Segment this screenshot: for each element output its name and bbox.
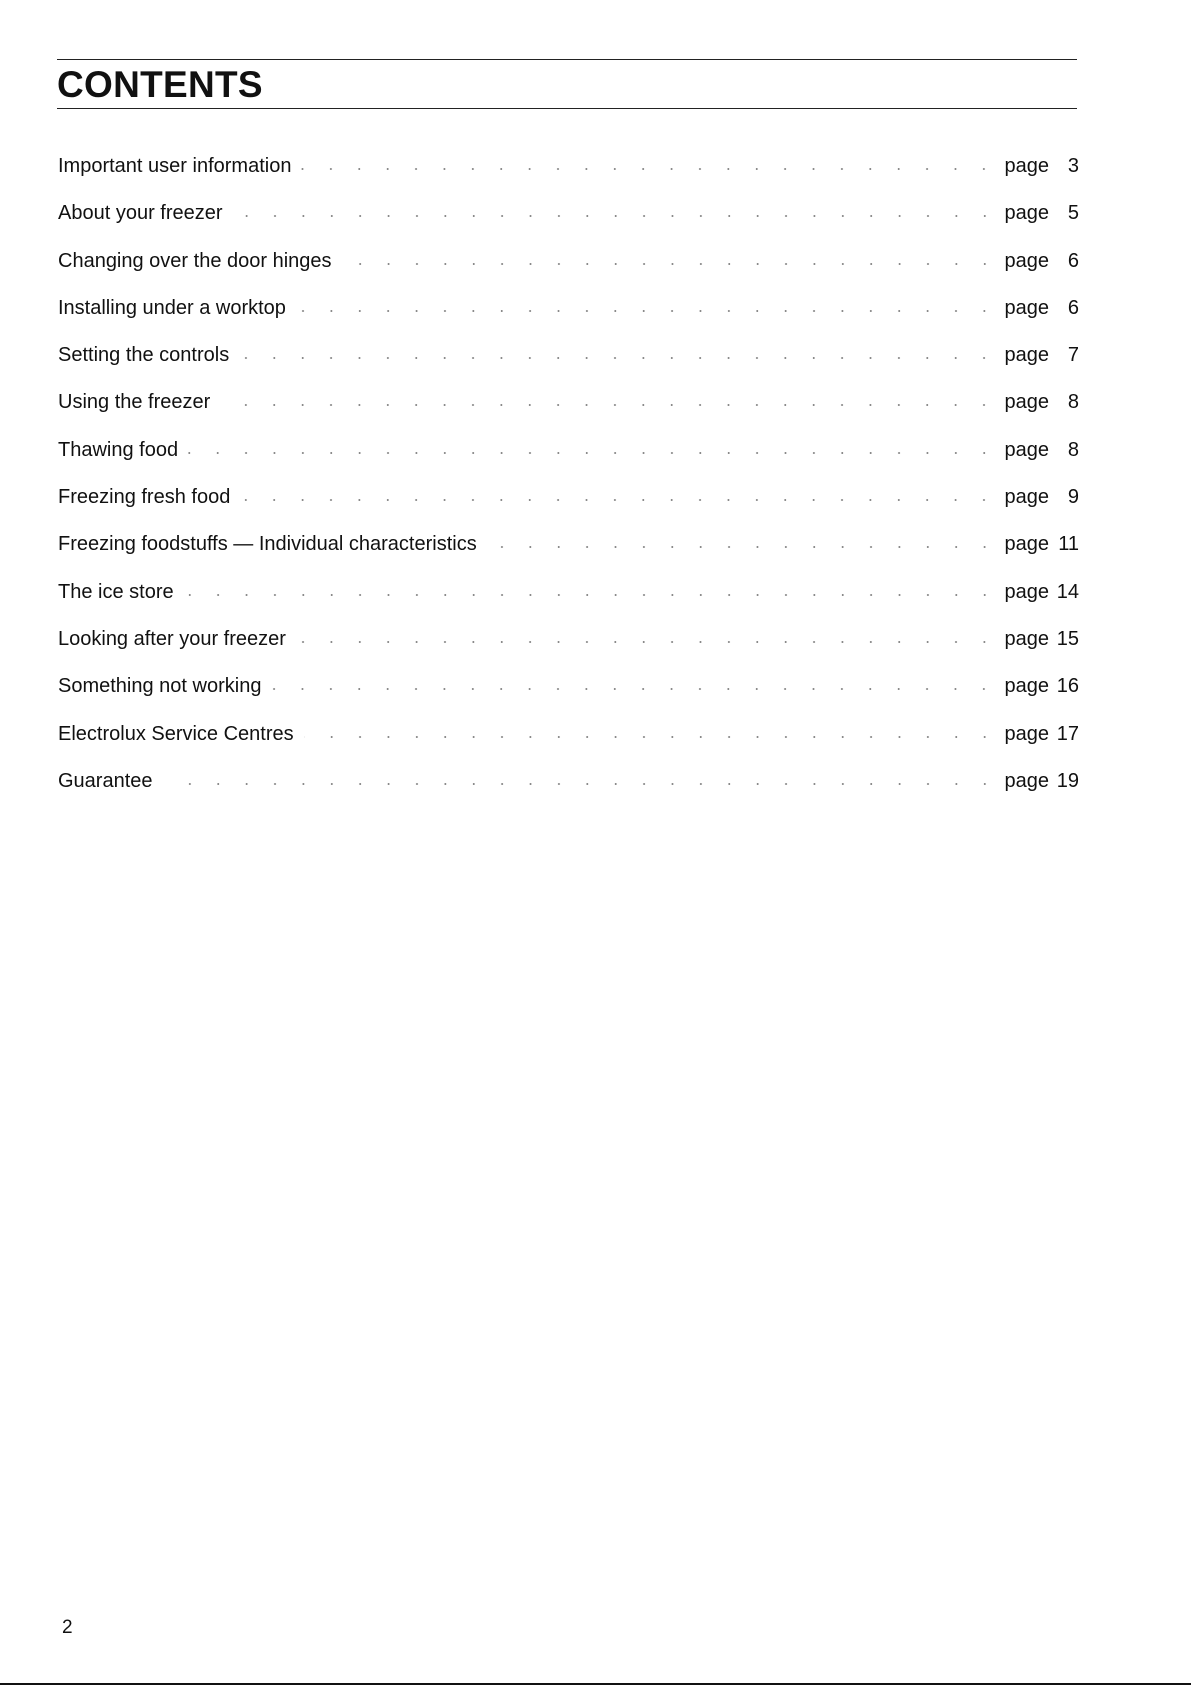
page-ref-number: 15 bbox=[1056, 627, 1079, 650]
toc-entry bbox=[58, 526, 1079, 573]
page-ref-number: 8 bbox=[1067, 391, 1079, 414]
page-label: page bbox=[1004, 580, 1049, 603]
toc-entry bbox=[58, 668, 1079, 715]
toc-entry bbox=[58, 763, 1079, 810]
page-ref-number: 17 bbox=[1056, 722, 1079, 745]
toc-entry bbox=[58, 337, 1079, 384]
dot-leader bbox=[239, 357, 998, 359]
header-rule-bottom bbox=[57, 108, 1077, 109]
toc-entry-title: Setting the controls bbox=[58, 344, 230, 367]
toc-entry-title: Installing under a worktop bbox=[58, 296, 286, 319]
toc-entry-page bbox=[1005, 479, 1080, 515]
dot-leader bbox=[342, 263, 999, 265]
toc-entry-title: Changing over the door hinges bbox=[58, 249, 332, 272]
toc-entry-page bbox=[1005, 574, 1080, 610]
toc-entry bbox=[58, 148, 1079, 195]
dot-leader bbox=[271, 688, 998, 690]
toc-entry-page bbox=[1005, 148, 1080, 184]
toc-entry bbox=[58, 479, 1079, 526]
page-label: page bbox=[1004, 486, 1049, 509]
toc-entry bbox=[58, 574, 1079, 621]
page-label: page bbox=[1004, 722, 1049, 745]
toc-entry-page bbox=[1005, 384, 1080, 420]
page-label: page bbox=[1004, 533, 1049, 556]
page-title: CONTENTS bbox=[57, 64, 263, 105]
page-ref-number: 9 bbox=[1067, 486, 1079, 509]
toc-entry-page bbox=[1005, 668, 1080, 704]
page-ref-number: 6 bbox=[1067, 249, 1079, 272]
page-ref-number: 16 bbox=[1056, 675, 1079, 698]
toc-entry-page bbox=[1005, 337, 1080, 373]
dot-leader bbox=[304, 736, 999, 738]
dot-leader bbox=[301, 168, 998, 170]
page-ref-number: 14 bbox=[1056, 580, 1079, 603]
page-ref-number: 6 bbox=[1067, 296, 1079, 319]
toc-entry-title: Guarantee bbox=[58, 769, 153, 792]
header-rule-top bbox=[57, 59, 1077, 60]
dot-leader bbox=[296, 641, 999, 643]
dot-leader bbox=[296, 310, 999, 312]
toc-entry-title: Freezing fresh food bbox=[58, 486, 231, 509]
toc-entry-title: Important user information bbox=[58, 155, 292, 177]
toc-entry bbox=[58, 195, 1079, 242]
toc-entry bbox=[58, 432, 1079, 479]
page-label: page bbox=[1004, 391, 1049, 414]
page-label: page bbox=[1004, 627, 1049, 650]
page-ref-number: 19 bbox=[1056, 769, 1079, 792]
page-ref-number: 7 bbox=[1067, 344, 1079, 367]
dot-leader bbox=[240, 499, 998, 501]
toc-entry-title: Electrolux Service Centres bbox=[58, 722, 294, 745]
dot-leader bbox=[188, 452, 998, 454]
toc-entry-title: Something not working bbox=[58, 675, 262, 698]
toc-entry-page bbox=[1005, 290, 1080, 326]
footer-page-number: 2 bbox=[62, 1617, 73, 1638]
dot-leader bbox=[487, 546, 999, 548]
dot-leader bbox=[184, 594, 999, 596]
page-ref-number: 5 bbox=[1067, 202, 1079, 225]
dot-leader bbox=[163, 783, 999, 785]
toc-entry bbox=[58, 243, 1079, 290]
toc-entry bbox=[58, 384, 1079, 431]
toc-entry-title: Thawing food bbox=[58, 438, 179, 461]
dot-leader bbox=[220, 404, 998, 406]
toc-entry bbox=[58, 621, 1079, 668]
page-label: page bbox=[1004, 249, 1049, 272]
page-label: page bbox=[1004, 344, 1049, 367]
toc-entry-title: Using the freezer bbox=[58, 391, 211, 414]
toc-entry-title: Freezing foodstuffs — Individual characteristics bbox=[58, 533, 477, 556]
toc-entry-page bbox=[1005, 716, 1080, 752]
page-label: page bbox=[1004, 769, 1049, 792]
page-label: page bbox=[1004, 202, 1049, 225]
toc-entry-page bbox=[1005, 763, 1080, 799]
toc-entry bbox=[58, 290, 1079, 337]
page-ref-number: 8 bbox=[1067, 438, 1079, 461]
toc-entry-page bbox=[1005, 195, 1080, 231]
dot-leader bbox=[233, 215, 999, 217]
page-ref-number: 3 bbox=[1067, 155, 1079, 177]
table-of-contents bbox=[58, 148, 1079, 810]
toc-entry-page bbox=[1005, 432, 1080, 468]
toc-entry bbox=[58, 716, 1079, 763]
toc-entry-title: About your freezer bbox=[58, 202, 223, 225]
toc-entry-title: The ice store bbox=[58, 580, 174, 603]
toc-entry-page bbox=[1005, 526, 1080, 562]
page-label: page bbox=[1004, 155, 1049, 177]
page-label: page bbox=[1004, 296, 1049, 319]
toc-entry-page bbox=[1005, 621, 1080, 657]
toc-entry-page bbox=[1005, 243, 1080, 279]
page-label: page bbox=[1004, 675, 1049, 698]
page-ref-number: 11 bbox=[1058, 533, 1079, 556]
page-label: page bbox=[1004, 438, 1049, 461]
toc-entry-title: Looking after your freezer bbox=[58, 627, 286, 650]
